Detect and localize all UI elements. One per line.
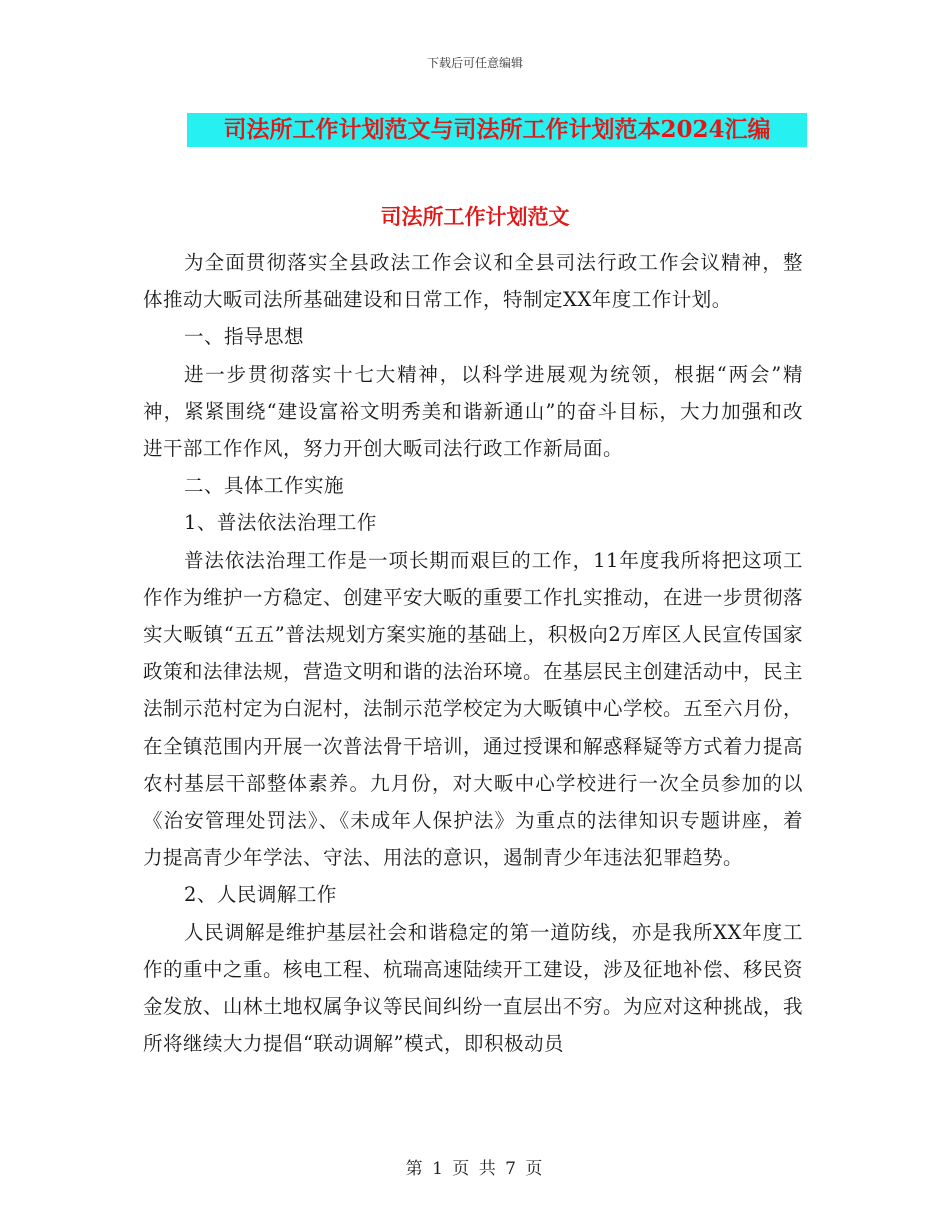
paragraph-intro: 为全面贯彻落实全县政法工作会议和全县司法行政工作会议精神，整体推动大畈司法所基础建设和日常工作，特制定XX年度工作计划。	[143, 251, 803, 312]
document-body	[143, 244, 803, 1062]
page-number: 第 1 页 共 7 页	[405, 1159, 545, 1179]
document-title: 司法所工作计划范文与司法所工作计划范本2024汇编	[223, 116, 771, 143]
heading-legal-education: 1、普法依法治理工作	[183, 511, 377, 535]
section-title: 司法所工作计划范文	[380, 204, 570, 229]
heading-mediation: 2、人民调解工作	[183, 883, 337, 907]
paragraph-legal-education: 普法依法治理工作是一项长期而艰巨的工作，11年度我所将把这项工作作为维护一方稳定、创建平安大畈的重要工作扎实推动，在进一步贯彻落实大畈镇“五五”普法规划方案实施的基础上，积极向2万库区人民宣传国家政策和法律法规，营造文明和谐的法治环境。在基层民主创建活动中，民主法制示范村定为白泥村，法制示范学校定为大畈镇中心学校。五至六月份，在全镇范围内开展一次普法骨干培训，通过授课和解惑释疑等方式着力提高农村基层干部整体素养。九月份，对大畈中心学校进行一次全员参加的以《治安管理处罚法》、《未成年人保护法》为重点的法律知识专题讲座，着力提高青少年学法、守法、用法的意识，遏制青少年违法犯罪趋势。	[143, 548, 804, 870]
paragraph-guiding-thought: 进一步贯彻落实十七大精神，以科学进展观为统领，根据“两会”精神，紧紧围绕“建设富裕文明秀美和谐新通山”的奋斗目标，大力加强和改进干部工作作风，努力开创大畈司法行政工作新局面。	[143, 362, 803, 461]
header-note: 下载后可任意编辑	[426, 56, 523, 70]
heading-guiding-thought: 一、指导思想	[183, 325, 304, 349]
paragraph-mediation: 人民调解是维护基层社会和谐稳定的第一道防线，亦是我所XX年度工作的重中之重。核电工程、杭瑞高速陆续开工建设，涉及征地补偿、移民资金发放、山林土地权属争议等民间纠纷一直层出不穷。为应对这种挑战，我所将继续大力提倡“联动调解”模式，即积极动员	[143, 920, 804, 1056]
heading-implementation: 二、具体工作实施	[183, 474, 344, 498]
